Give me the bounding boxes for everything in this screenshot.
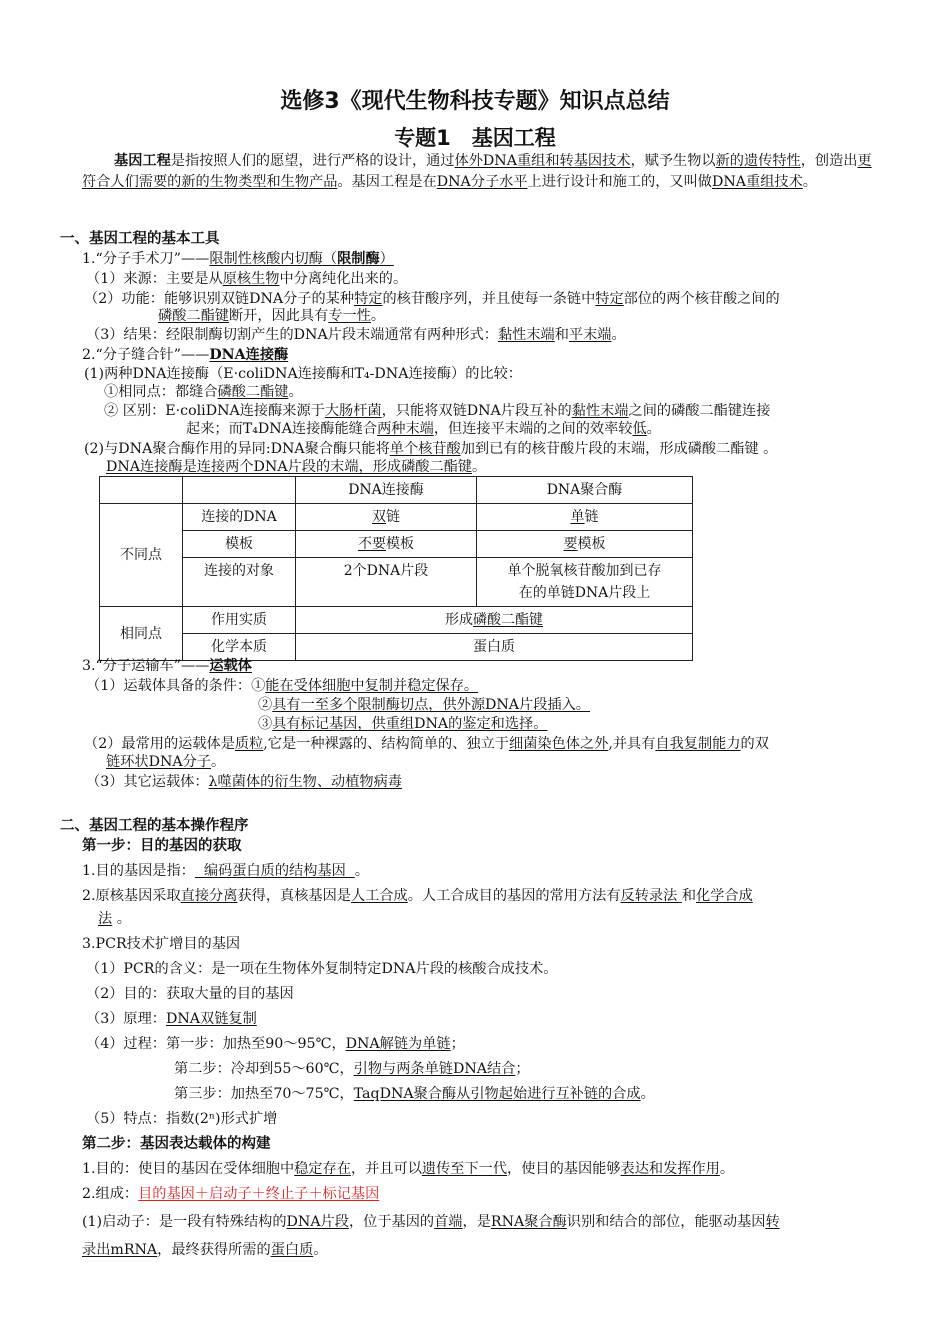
ligase-comparison-line: (1)两种DNA连接酶（E·coliDNA连接酶和T₄-DNA连接酶）的比较： <box>84 366 522 382</box>
table-row <box>100 504 693 531</box>
row-label-cell: 作用实质 <box>183 607 296 634</box>
pcr-process-2: 第二步：冷却到55～60℃，引物与两条单链DNA结合； <box>174 1061 530 1077</box>
polymerase-compare-line-2: DNA连接酶是连接两个DNA片段的末端，形成磷酸二酯键。 <box>106 459 487 475</box>
topic-title: 专题1 基因工程 <box>394 126 556 150</box>
table-cell: 单链 <box>477 504 693 531</box>
pcr-process-1: （4）过程：第一步：加热至90～95℃，DNA解链为单链； <box>86 1036 465 1052</box>
row-label-cell: 模板 <box>183 531 296 558</box>
promoter-line: (1)启动子：是一段有特殊结构的DNA片段，位于基因的首端，是RNA聚合酶识别和结合的部位，能驱动基因转 <box>82 1214 780 1230</box>
ligase-diff-line-2: 起来；而T₄DNA连接酶能缝合两种末端，但连接平末端的之间的效率较低。 <box>186 421 661 437</box>
table-row <box>100 477 693 504</box>
enzyme-result-line: （3）结果：经限制酶切割产生的DNA片段末端通常有两种形式：黏性末端和平末端。 <box>86 327 626 343</box>
table-cell: 单个脱氧核苷酸加到已存 在的单链DNA片段上 <box>477 558 693 607</box>
tool-3-line: 3.“分子运输车”——运载体 <box>82 658 252 674</box>
vector-composition-line: 2.组成：目的基因＋启动子＋终止子＋标记基因 <box>82 1186 380 1202</box>
vector-condition-2: ②具有一至多个限制酶切点，供外源DNA片段插入。 <box>258 697 590 713</box>
step-2-heading: 第二步：基因表达载体的构建 <box>82 1136 271 1152</box>
pcr-process-3: 第三步：加热至70～75℃，TaqDNA聚合酶从引物起始进行互补链的合成。 <box>174 1086 655 1102</box>
polymerase-compare-line: (2)与DNA聚合酶作用的异同:DNA聚合酶只能将单个核苷酸加到已有的核苷酸片段的末端，形成磷酸二酯键 。 <box>84 441 778 457</box>
table-row <box>100 558 693 607</box>
table-row <box>100 607 693 634</box>
plasmid-line: （2）最常用的运载体是质粒,它是一种裸露的、结构简单的、独立于细菌染色体之外,并具有自我复制能力的双 <box>84 736 769 752</box>
table-header-ligase: DNA连接酶 <box>296 477 477 504</box>
section-heading-tools: 一、基因工程的基本工具 <box>60 231 220 247</box>
document-title: 选修3《现代生物科技专题》知识点总结 <box>280 89 670 114</box>
other-vectors-line: （3）其它运载体：λ噬菌体的衍生物、动植物病毒 <box>86 774 402 790</box>
section-heading-procedure: 二、基因工程的基本操作程序 <box>60 818 249 834</box>
enzyme-function-line: （2）功能：能够识别双链DNA分子的某种特定的核苷酸序列，并且使每一条链中特定部位的两个核苷酸之间的 <box>84 291 780 307</box>
pcr-heading: 3.PCR技术扩增目的基因 <box>82 936 241 952</box>
pcr-feature: （5）特点：指数(2ⁿ)形式扩增 <box>86 1111 278 1127</box>
table-cell: 2个DNA片段 <box>296 558 477 607</box>
ligase-same-line: ①相同点：都缝合磷酸二酯键。 <box>104 384 303 400</box>
intro-paragraph: 基因工程是指按照人们的愿望，进行严格的设计，通过体外DNA重组和转基因技术，赋予生物以新的遗传特性，创造出更符合人们需要的新的生物类型和生物产品。基因工程是在DNA分子水平上进行设计和施工的，又叫做DNA重组技术。 <box>82 153 872 190</box>
row-label-cell: 连接的DNA <box>183 504 296 531</box>
gene-source-line-2: 法 。 <box>98 911 131 927</box>
enzyme-source-line: （1）来源：主要是从原核生物中分离纯化出来的。 <box>86 271 408 287</box>
group-diff-cell: 不同点 <box>100 504 183 607</box>
target-gene-def: 1.目的基因是指： 编码蛋白质的结构基因 。 <box>82 863 369 879</box>
table-cell: 要模板 <box>477 531 693 558</box>
row-label-cell: 化学本质 <box>183 634 296 661</box>
vector-condition-3: ③具有标记基因，供重组DNA的鉴定和选择。 <box>258 716 548 732</box>
intro-term: 基因工程 <box>114 153 171 169</box>
enzyme-function-line-2: 磷酸二酯键断开，因此具有专一性。 <box>158 308 386 324</box>
pcr-principle: （3）原理：DNA双链复制 <box>86 1011 257 1027</box>
tool-2-line: 2.“分子缝合针”——DNA连接酶 <box>82 347 289 363</box>
step-1-heading: 第一步：目的基因的获取 <box>82 838 242 854</box>
pcr-purpose: （2）目的：获取大量的目的基因 <box>86 986 294 1002</box>
table-cell <box>183 477 296 504</box>
vector-condition-1: （1）运载体具备的条件：①能在受体细胞中复制并稳定保存。 <box>86 678 479 694</box>
pcr-definition: （1）PCR的含义：是一项在生物体外复制特定DNA片段的核酸合成技术。 <box>86 961 558 977</box>
tool-1-line: 1.“分子手术刀”——限制性核酸内切酶（限制酶） <box>82 251 394 267</box>
ligase-polymerase-table <box>99 476 693 661</box>
table-cell: 双链 <box>296 504 477 531</box>
table-header-polymerase: DNA聚合酶 <box>477 477 693 504</box>
promoter-line-2: 录出mRNA，最终获得所需的蛋白质。 <box>82 1242 328 1258</box>
table-cell: 形成磷酸二酯键 <box>296 607 693 634</box>
table-row <box>100 531 693 558</box>
table-cell: 不要模板 <box>296 531 477 558</box>
gene-source-line: 2.原核基因采取直接分离获得，真核基因是人工合成。人工合成目的基因的常用方法有反转录法 和化学合成 <box>82 888 753 904</box>
row-label-cell: 连接的对象 <box>183 558 296 607</box>
table-cell <box>100 477 183 504</box>
ligase-diff-line: ② 区别：E·coliDNA连接酶来源于大肠杆菌，只能将双链DNA片段互补的黏性末端之间的磷酸二酯键连接 <box>104 403 771 419</box>
vector-purpose-line: 1.目的：使目的基因在受体细胞中稳定存在，并且可以遗传至下一代，使目的基因能够表达和发挥作用。 <box>82 1161 735 1177</box>
table-cell: 蛋白质 <box>296 634 693 661</box>
group-same-cell: 相同点 <box>100 607 183 661</box>
plasmid-line-2: 链环状DNA分子。 <box>106 754 226 770</box>
